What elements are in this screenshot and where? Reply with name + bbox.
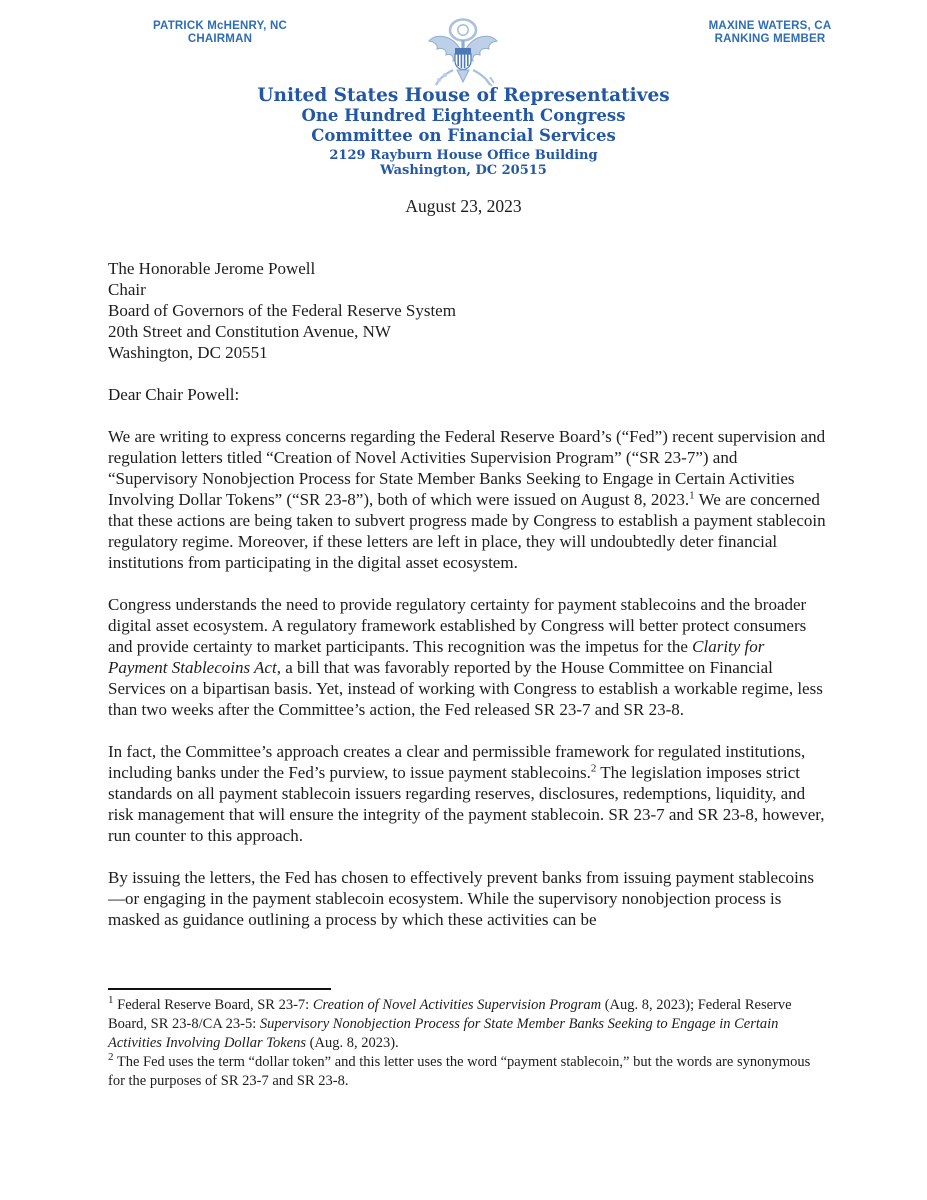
org-line-committee: Committee on Financial Services	[311, 126, 616, 145]
recipient-address-block	[108, 258, 456, 363]
ranking-member-title: RANKING MEMBER	[714, 32, 826, 45]
body-paragraph-2: Congress understands the need to provide regulatory certainty for payment stablecoins and the broader digital asset ecosystem. A regulatory framework established by Congress will better protect consumers and provide certainty to market participants. This recognition was the impetus for the Clarity for Payment Stablecoins Act, a bill that was favorably reported by the House Committee on Financial Services on a bipartisan basis. Yet, instead of working with Congress to establish a workable regime, less than two weeks after the Committee’s action, the Fed released SR 23-7 and SR 23-8.	[108, 595, 823, 719]
chairman-title: CHAIRMAN	[187, 32, 253, 45]
chairman-name: PATRICK McHENRY, NC	[153, 20, 287, 32]
footnote-1: $^1$ Federal Reserve Board, SR 23-7: Creation of Novel Activities Supervision Program (Aug. 8, 2023); Federal Reserve Board, SR 23-8/CA 23-5: Supervisory Nonobjection Process for State Member Banks Seeking to Engage in Certain Activities Involving Dollar Tokens (Aug. 8, 2023).	[108, 994, 792, 1051]
ranking-member-block	[660, 20, 880, 45]
body-paragraph-4: By issuing the letters, the Fed has chosen to effectively prevent banks from issuing payment stablecoins—or engaging in the payment stablecoin ecosystem. While the supervisory nonobjection process is masked as guidance outlining a process by which these activities can be	[108, 868, 814, 929]
body-paragraph-1: We are writing to express concerns regarding the Federal Reserve Board’s (“Fed”) recent supervision and regulation letters titled “Creation of Novel Activities Supervision Program” (“SR 23-7”) and “Supervisory Nonobjection Process for State Member Banks Seeking to Engage in Certain Activities Involving Dollar Tokens” (“SR 23-8”), both of which were issued on August 8, 2023.$^1$ We are concerned that these actions are being taken to subvert progress made by Congress to establish a payment stablecoin regulatory regime. Moreover, if these letters are left in place, they will undoubtedly deter financial institutions from participating in the digital asset ecosystem.	[108, 427, 826, 572]
recipient-street: 20th Street and Constitution Avenue, NW	[108, 322, 391, 341]
org-line-house: United States House of Representatives	[257, 85, 670, 106]
body-paragraph-3: In fact, the Committee’s approach creates a clear and permissible framework for regulated institutions, including banks under the Fed’s purview, to issue payment stablecoins.$^2$ The legislation imposes strict standards on all payment stablecoin issuers regarding reserves, disclosures, redemptions, liquidity, and risk management that will ensure the integrity of the payment stablecoin. SR 23-7 and SR 23-8, however, run counter to this approach.	[108, 742, 825, 845]
org-line-building: 2129 Rayburn House Office Building	[329, 148, 598, 163]
ranking-member-name: MAXINE WATERS, CA	[708, 20, 832, 32]
recipient-city: Washington, DC 20551	[108, 343, 268, 362]
house-seal-icon	[423, 16, 503, 96]
recipient-org: Board of Governors of the Federal Reserve System	[108, 301, 456, 320]
letterhead-org-block	[0, 86, 927, 178]
org-line-congress: One Hundred Eighteenth Congress	[301, 106, 626, 125]
footnote-2: $^2$ The Fed uses the term “dollar token” and this letter uses the word “payment stablecoin,” but the words are synonymous for the purposes of SR 23-7 and SR 23-8.	[108, 1051, 811, 1089]
footnotes	[108, 996, 826, 1091]
footnote-separator	[108, 988, 331, 990]
salutation: Dear Chair Powell:	[108, 385, 240, 404]
chairman-block	[110, 20, 330, 45]
recipient-title: Chair	[108, 280, 146, 299]
org-line-city: Washington, DC 20515	[380, 162, 547, 178]
letter-body	[108, 426, 826, 951]
footnote-section	[108, 988, 826, 1091]
letter-date: August 23, 2023	[405, 196, 522, 216]
recipient-name: The Honorable Jerome Powell	[108, 259, 316, 278]
